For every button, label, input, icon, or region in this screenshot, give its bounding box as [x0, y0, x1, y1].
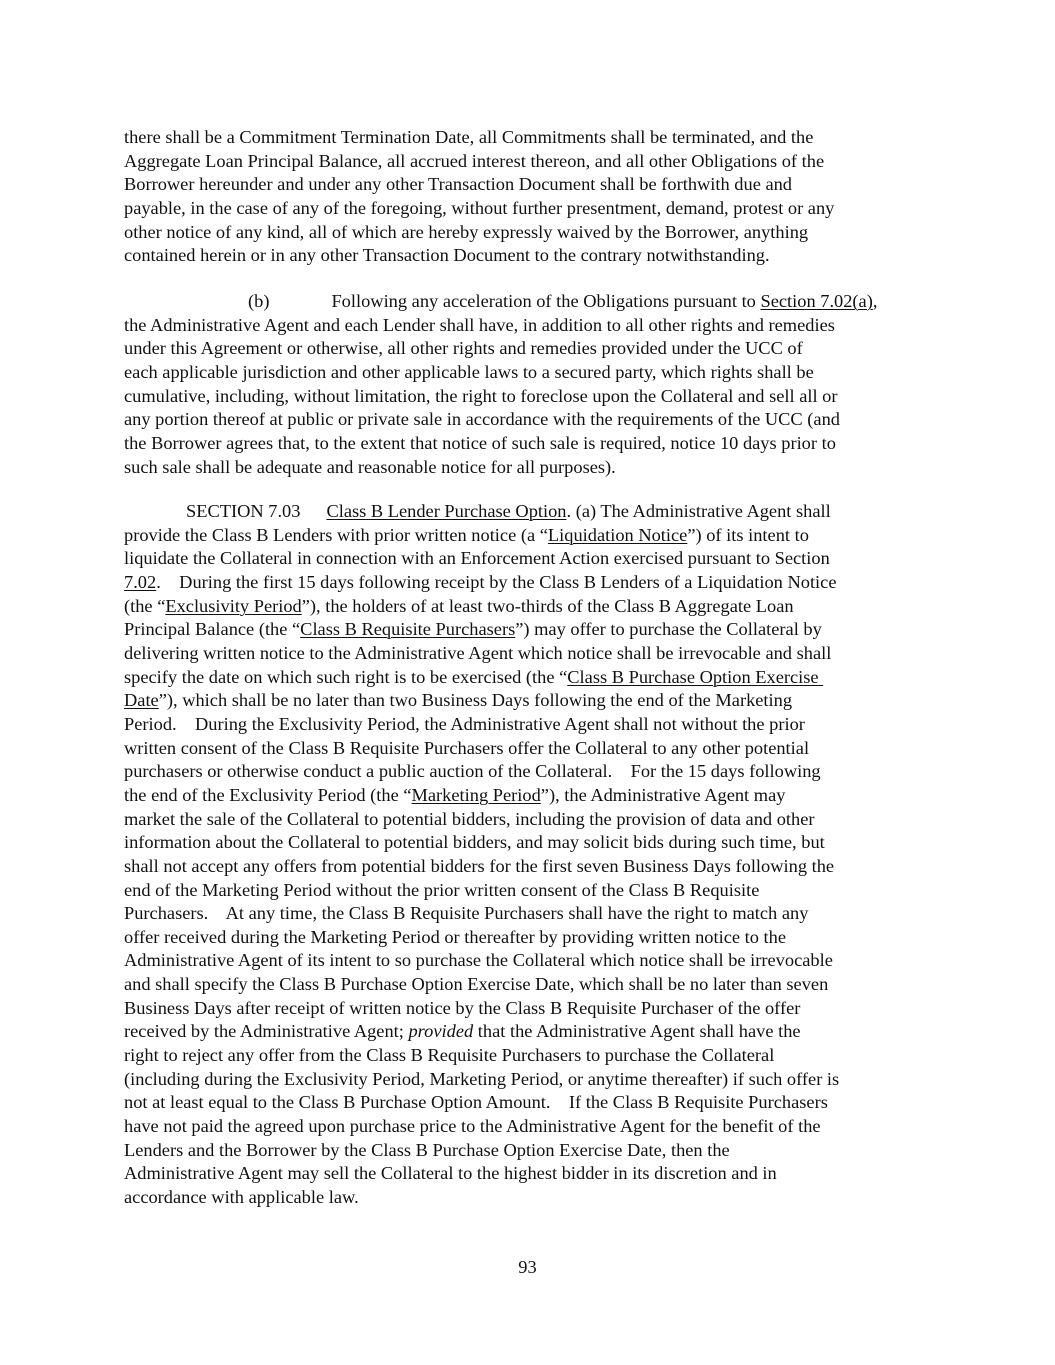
text-span: ”) of its intent to [687, 524, 809, 545]
text-span: provide the Class B Lenders with prior written notice (a “ [124, 524, 548, 545]
defined-term: Date [124, 690, 159, 711]
text-span: . (a) The Administrative Agent shall [566, 501, 831, 521]
text-line: Period. During the Exclusivity Period, the Administrative Agent shall not without the prior [124, 713, 805, 734]
text-span: ”), the holders of at least two-thirds of the Class B Aggregate Loan [301, 595, 794, 616]
text-line: the Administrative Agent and each Lender shall have, in addition to all other rights and remedies [124, 314, 835, 335]
text-line: information about the Collateral to potential bidders, and may solicit bids during such time, but [124, 832, 825, 853]
text-span: ”), which shall be no later than two Business Days following the end of the Marketing [158, 690, 793, 711]
text-line [124, 666, 934, 690]
text-span: . During the first 15 days following receipt by the Class B Lenders of a Liquidation Notice [156, 571, 837, 592]
text-line: Aggregate Loan Principal Balance, all accrued interest thereon, and all other Obligations of the [124, 150, 825, 171]
text-line: market the sale of the Collateral to potential bidders, including the provision of data and other [124, 808, 815, 829]
text-line: each applicable jurisdiction and other applicable laws to a secured party, which rights shall be [124, 361, 814, 382]
text-line [124, 595, 934, 619]
text-span: Following any acceleration of the Obligations pursuant to [331, 291, 761, 311]
text-line: not at least equal to the Class B Purchase Option Amount. If the Class B Requisite Purchasers [124, 1092, 828, 1113]
text-line [124, 290, 934, 314]
text-line: cumulative, including, without limitation, the right to foreclose upon the Collateral and sell all or [124, 385, 838, 406]
text-span: received by the Administrative Agent; [124, 1021, 409, 1042]
text-line: payable, in the case of any of the foregoing, without further presentment, demand, protest or any [124, 197, 835, 218]
text-line: Administrative Agent of its intent to so purchase the Collateral which notice shall be irrevocable [124, 950, 833, 971]
text-line: Borrower hereunder and under any other Transaction Document shall be forthwith due and [124, 174, 793, 195]
defined-term: Liquidation Notice [547, 524, 688, 545]
text-line: shall not accept any offers from potential bidders for the first seven Business Days following the [124, 855, 835, 876]
text-line: written consent of the Class B Requisite Purchasers offer the Collateral to any other potential [124, 737, 810, 758]
text-line: end of the Marketing Period without the prior written consent of the Class B Requisite [124, 879, 760, 900]
defined-term: Exclusivity Period [165, 595, 302, 616]
text-line: Business Days after receipt of written notice by the Class B Requisite Purchaser of the offer [124, 997, 801, 1018]
section-heading: Class B Lender Purchase Option [326, 501, 567, 521]
text-span: ”) may offer to purchase the Collateral by [515, 619, 822, 640]
text-span: that the Administrative Agent shall have the [473, 1021, 801, 1042]
text-line: contained herein or in any other Transaction Document to the contrary notwithstanding. [124, 245, 770, 266]
text-line [124, 524, 934, 548]
text-line: other notice of any kind, all of which are hereby expressly waived by the Borrower, anything [124, 221, 809, 242]
text-line: and shall specify the Class B Purchase Option Exercise Date, which shall be no later than seven [124, 974, 829, 995]
text-line [124, 618, 934, 642]
text-line: (including during the Exclusivity Period, Marketing Period, or anytime thereafter) if such offer is [124, 1068, 840, 1089]
text-line [124, 689, 934, 713]
text-line: liquidate the Collateral in connection with an Enforcement Action exercised pursuant to Section [124, 548, 830, 569]
paragraph-acceleration-continuation [124, 126, 934, 268]
text-line: have not paid the agreed upon purchase price to the Administrative Agent for the benefit of the [124, 1116, 821, 1137]
text-line: Administrative Agent may sell the Collateral to the highest bidder in its discretion and in [124, 1163, 777, 1184]
text-line: there shall be a Commitment Termination Date, all Commitments shall be terminated, and the [124, 127, 814, 147]
section-7-03-paragraph [124, 500, 934, 1210]
text-line [124, 571, 934, 595]
text-span: ”), the Administrative Agent may [540, 784, 786, 805]
italic-term: provided [408, 1021, 474, 1042]
text-line: purchasers or otherwise conduct a public auction of the Collateral. For the 15 days following [124, 761, 821, 782]
defined-term: Class B Purchase Option Exercise [567, 666, 824, 687]
text-span: , [872, 291, 878, 311]
text-line: under this Agreement or otherwise, all other rights and remedies provided under the UCC of [124, 338, 803, 359]
clause-label: (b) [248, 291, 270, 311]
text-line: offer received during the Marketing Period or thereafter by providing written notice to the [124, 926, 787, 947]
text-line: any portion thereof at public or private sale in accordance with the requirements of the UCC (and [124, 409, 840, 430]
paragraph-b-remedies [124, 290, 934, 479]
text-line: the Borrower agrees that, to the extent that notice of such sale is required, notice 10 days prior to [124, 432, 836, 453]
text-span: Principal Balance (the “ [124, 619, 301, 640]
text-span: (the “ [124, 595, 166, 616]
defined-term: Class B Requisite Purchasers [300, 619, 516, 640]
text-line: right to reject any offer from the Class B Requisite Purchasers to purchase the Collateral [124, 1045, 775, 1066]
section-reference: 7.02 [124, 571, 157, 592]
text-line [124, 500, 934, 524]
text-span: the end of the Exclusivity Period (the “ [124, 784, 412, 805]
page-number: 93 [518, 1257, 537, 1277]
section-reference: Section 7.02(a) [760, 291, 873, 311]
text-line: Lenders and the Borrower by the Class B Purchase Option Exercise Date, then the [124, 1139, 730, 1160]
text-line: such sale shall be adequate and reasonable notice for all purposes). [124, 456, 616, 477]
section-number: SECTION 7.03 [186, 501, 301, 521]
text-line: accordance with applicable law. [124, 1187, 359, 1208]
text-line [124, 784, 934, 808]
text-line: Purchasers. At any time, the Class B Requisite Purchasers shall have the right to match any [124, 903, 809, 924]
text-line [124, 1020, 934, 1044]
defined-term: Marketing Period [411, 784, 541, 805]
text-span: specify the date on which such right is to be exercised (the “ [124, 666, 568, 687]
text-line: delivering written notice to the Administrative Agent which notice shall be irrevocable and shall [124, 642, 832, 663]
